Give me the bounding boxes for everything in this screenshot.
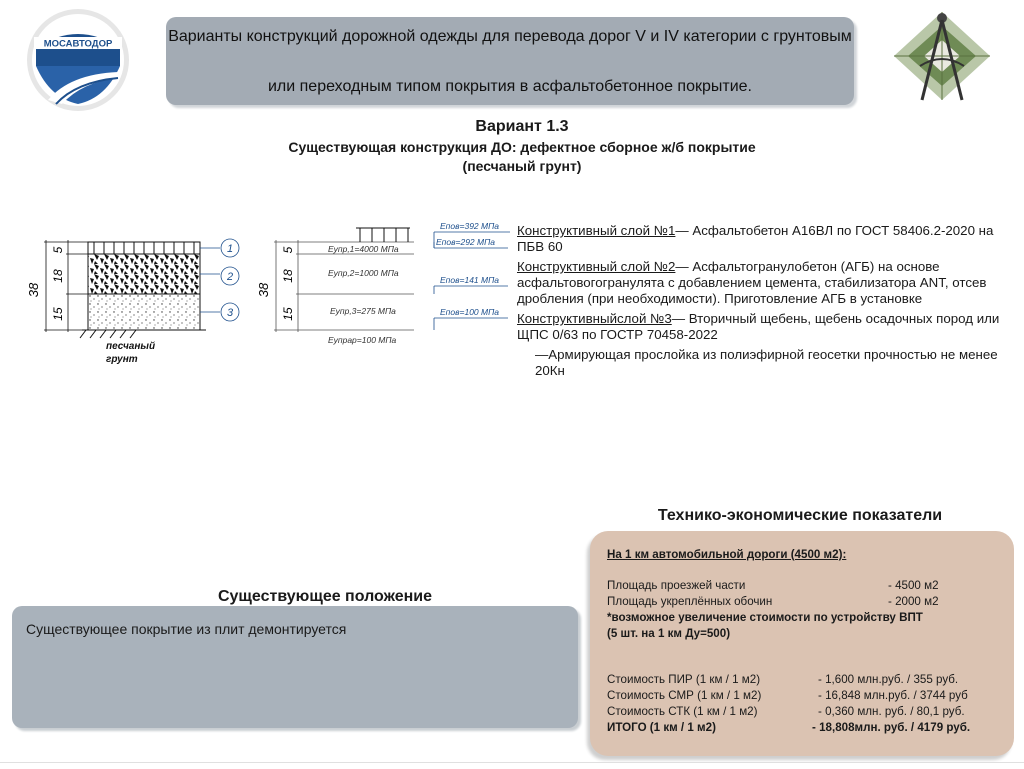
marker-2: 2 — [226, 271, 234, 283]
smr-cost-value: - 16,848 млн.руб. / 3744 руб — [818, 689, 968, 702]
per-km-heading: На 1 км автомобильной дороги (4500 м2): — [607, 548, 847, 561]
modulus-1: Eупр,1=4000 МПа — [328, 244, 399, 254]
modulus-3: Eупр,3=275 МПа — [330, 306, 396, 316]
pir-cost-value: - 1,600 млн.руб. / 355 руб. — [818, 673, 959, 686]
smr-cost-label: Стоимость СМР (1 км / 1 м2) — [607, 689, 762, 702]
thickness-1-left: 5 — [51, 246, 65, 254]
existing-state-text: Существующее покрытие из плит демонтируется — [26, 621, 347, 637]
eobs-1: Eпов=392 МПа — [440, 221, 499, 231]
stk-cost-value: - 0,360 млн. руб. / 80,1 руб. — [818, 705, 965, 718]
soil-type: (песчаный грунт) — [462, 158, 582, 174]
existing-state-box — [12, 606, 578, 728]
tech-indicators-title: Технико-экономические показатели — [657, 507, 943, 524]
layer-descriptions — [517, 223, 1017, 383]
roadway-area-value: - 4500 м2 — [888, 579, 939, 592]
layer-3-description — [517, 311, 1017, 343]
thickness-3-left: 15 — [51, 307, 65, 321]
header-band — [166, 17, 854, 105]
modulus-subgrade: Eупрар=100 МПа — [328, 335, 397, 345]
total-thickness-right: 38 — [256, 282, 271, 298]
roadway-area-label: Площадь проезжей части — [607, 579, 746, 592]
tech-indicators-box — [590, 531, 1014, 756]
mosavtodor-logo — [26, 8, 130, 112]
existing-state-title: Существующее положение — [217, 588, 433, 605]
layer-1-description — [517, 223, 1017, 255]
geogrid-description: —Армирующая прослойка из полиэфирной геосетки прочностью не менее 20Кн — [535, 347, 998, 378]
thickness-1-right: 5 — [281, 246, 295, 254]
compass-emblem-icon — [886, 4, 998, 108]
marker-3: 3 — [226, 307, 234, 319]
stk-cost-label: Стоимость СТК (1 км / 1 м2) — [607, 705, 758, 718]
total-thickness-left: 38 — [26, 282, 41, 298]
thickness-2-left: 18 — [51, 269, 65, 283]
layer-1-text: — Асфальтобетон А16ВЛ по ГОСТ 58406.2-2020 на ПБВ 60 — [517, 223, 994, 254]
eobs-2: Eпов=292 МПа — [436, 237, 495, 247]
pavement-structure-diagram — [24, 214, 524, 384]
logo-text: МОСАВТОДОР — [43, 38, 113, 50]
shoulders-area-value: - 2000 м2 — [888, 595, 939, 608]
total-cost-label: ИТОГО (1 км / 1 м2) — [607, 721, 716, 734]
layer-3-label: Конструктивныйслой №3 — [517, 311, 672, 326]
layer-2-description — [517, 259, 1017, 307]
thickness-2-right: 18 — [281, 269, 295, 283]
layer-1-label: Конструктивный слой №1 — [517, 223, 676, 238]
shoulders-area-label: Площадь укреплённых обочин — [607, 595, 773, 608]
eobs-3: Eпов=141 МПа — [440, 275, 499, 285]
layer-2-label: Конструктивный слой №2 — [517, 259, 676, 274]
soil-label-line2: грунт — [106, 354, 138, 365]
soil-label-line1: песчаный — [106, 341, 156, 352]
vpt-note-line2: (5 шт. на 1 км Ду=500) — [607, 627, 731, 640]
bottom-divider — [0, 762, 1024, 763]
header-title-line2: или переходным типом покрытия в асфальтобетонное покрытие. — [267, 78, 752, 95]
variant-title: Вариант 1.3 — [475, 118, 569, 135]
existing-construction: Существующая конструкция ДО: дефектное сборное ж/б покрытие — [288, 139, 756, 155]
eobs-4: Eпов=100 МПа — [440, 307, 499, 317]
modulus-2: Eупр,2=1000 МПа — [328, 268, 399, 278]
total-cost-value: - 18,808млн. руб. / 4179 руб. — [812, 721, 971, 734]
layer-3-text: — Вторичный щебень, щебень осадочных пород или ЩПС 0/63 по ГОСТР 70458-2022 — [517, 311, 1000, 342]
layer-2-text: — Асфальтогранулобетон (АГБ) на основе асфальтовогогранулята с добавлением цемента, стабилизатора ANT, отсев дробления (при необходимости). Приготовление АГБ в установке — [517, 259, 987, 306]
thickness-3-right: 15 — [281, 307, 295, 321]
marker-1: 1 — [226, 243, 234, 255]
pir-cost-label: Стоимость ПИР (1 км / 1 м2) — [607, 673, 761, 686]
vpt-note-line1: *возможное увеличение стоимости по устройству ВПТ — [607, 611, 923, 624]
header-title-line1: Варианты конструкций дорожной одежды для перевода дорог V и IV категории с грунтовым — [168, 28, 852, 45]
